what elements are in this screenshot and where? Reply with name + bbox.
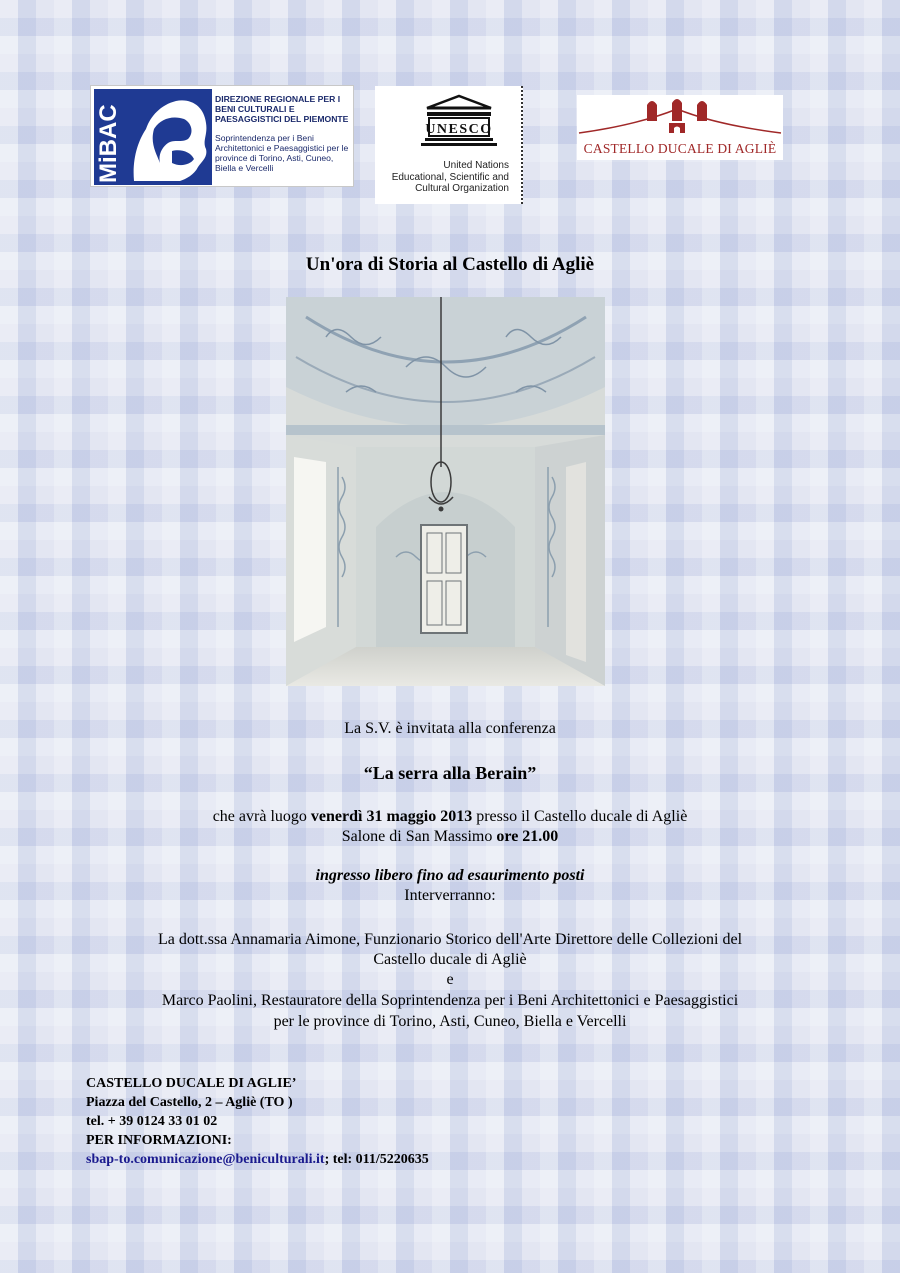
footer-info-label: PER INFORMAZIONI: xyxy=(86,1133,232,1148)
castello-logo-name: CASTELLO DUCALE DI AGLIÈ xyxy=(583,141,777,156)
unesco-line-1: United Nations xyxy=(443,160,509,171)
frescoed-hall-photo xyxy=(286,297,605,686)
footer-tel2: ; tel: 011/5220635 xyxy=(324,1152,429,1167)
footer-name: CASTELLO DUCALE DI AGLIE’ xyxy=(86,1076,297,1091)
conjunction: e xyxy=(446,971,454,988)
speaker-1-line-2: Castello ducale di Agliè xyxy=(373,951,527,968)
mibac-direction-text: DIREZIONE REGIONALE PER I BENI CULTURALI E PAESAGGISTICI DEL PIEMONTE xyxy=(215,94,349,124)
footer-tel: tel. + 39 0124 33 01 02 xyxy=(86,1114,218,1129)
speakers-label: Interverranno: xyxy=(404,887,496,904)
event-place-line xyxy=(0,827,900,847)
mibac-logo xyxy=(90,85,354,187)
castello-logo xyxy=(577,95,783,160)
svg-text:UNESCO: UNESCO xyxy=(425,122,493,137)
invite-line: La S.V. è invitata alla conferenza xyxy=(344,720,556,737)
speaker-1-line-1: La dott.ssa Annamaria Aimone, Funzionario Storico dell'Arte Direttore delle Collezioni del xyxy=(157,931,743,948)
mibac-wordmark xyxy=(94,97,122,185)
unesco-line-3: Cultural Organization xyxy=(415,183,509,194)
svg-text:MiBAC: MiBAC xyxy=(95,104,122,183)
event-line xyxy=(0,807,900,827)
mibac-soprintendenza-text: Soprintendenza per i Beni Architettonici e Paesaggistici per le province di Torino, Asti, Cuneo, Biella e Vercelli xyxy=(215,133,349,173)
speaker-2-line-2: per le province di Torino, Asti, Cuneo, Biella e Vercelli xyxy=(273,1013,627,1030)
event-prefix: che avrà luogo xyxy=(212,808,311,825)
footer-email-link[interactable]: sbap-to.comunicazione@beniculturali.it xyxy=(86,1152,325,1167)
entry-note xyxy=(0,866,900,886)
event-suffix: presso il Castello ducale di Agliè xyxy=(472,808,688,825)
mibac-emblem xyxy=(94,89,212,185)
footer-contact-line xyxy=(86,1150,429,1169)
unesco-temple-icon xyxy=(375,86,509,158)
event-place: Salone di San Massimo xyxy=(341,828,497,845)
unesco-logo xyxy=(375,86,523,204)
event-time: ore 21.00 xyxy=(496,828,559,845)
conference-title: “La serra alla Berain” xyxy=(363,763,537,783)
entry-text: ingresso libero fino ad esaurimento posti xyxy=(315,867,585,884)
speaker-2-line-1: Marco Paolini, Restauratore della Soprintendenza per i Beni Architettonici e Paesaggistici xyxy=(161,992,739,1009)
footer-address: Piazza del Castello, 2 – Agliè (TO ) xyxy=(86,1095,293,1110)
unesco-line-2: Educational, Scientific and xyxy=(391,171,509,183)
page-title: Un'ora di Storia al Castello di Agliè xyxy=(305,254,595,275)
footer-contact xyxy=(86,1074,429,1169)
event-date: venerdì 31 maggio 2013 xyxy=(310,808,473,825)
castello-towers-icon xyxy=(577,95,783,139)
